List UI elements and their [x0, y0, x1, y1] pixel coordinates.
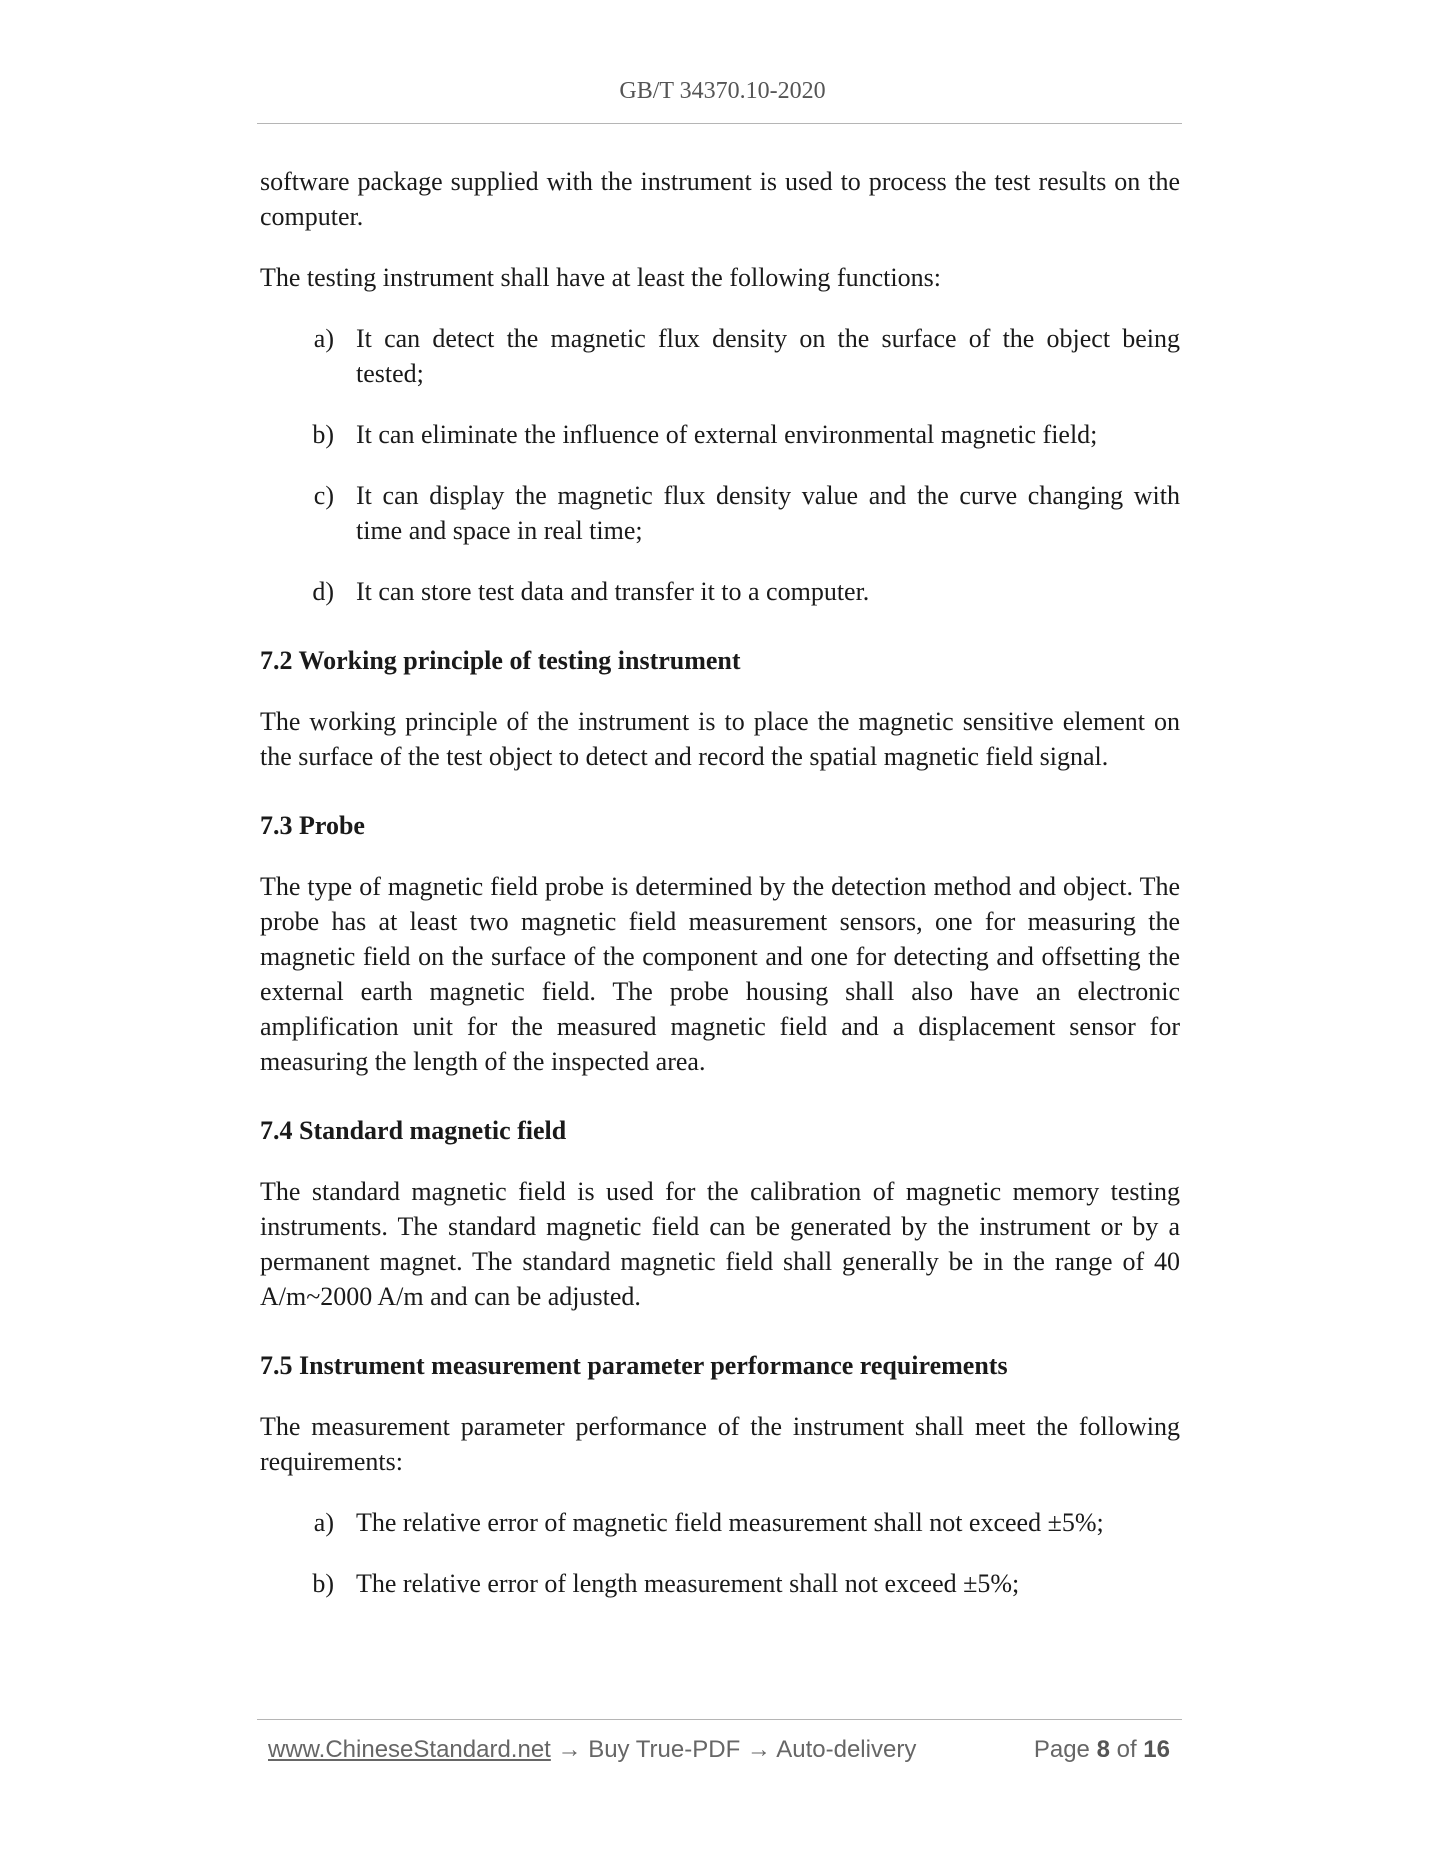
list-item-label: c) [313, 481, 334, 510]
section-heading-7-4: 7.4 Standard magnetic field [260, 1116, 567, 1145]
list-item-label: b) [312, 420, 334, 449]
list-item [260, 321, 1180, 391]
footer-divider [257, 1719, 1182, 1720]
section-heading-7-5: 7.5 Instrument measurement parameter performance requirements [260, 1351, 1008, 1380]
list-item [260, 1505, 1180, 1540]
list-item-label: a) [313, 1508, 334, 1537]
site-link[interactable]: www.ChineseStandard.net [268, 1736, 551, 1763]
arrow-right-icon: → [746, 1736, 771, 1763]
list-item-text: The relative error of magnetic field measurement shall not exceed ±5%; [356, 1508, 1104, 1537]
arrow-right-icon: → [557, 1736, 582, 1763]
paragraph-7-2: The working principle of the instrument is to place the magnetic sensitive element on the surface of the test object to detect and record the spatial magnetic field signal. [260, 707, 1180, 771]
paragraph-7-5: The measurement parameter performance of the instrument shall meet the following requirements: [260, 1412, 1180, 1476]
list-item [260, 478, 1180, 548]
page-label: Page [1033, 1736, 1090, 1763]
section-heading-7-2: 7.2 Working principle of testing instrument [260, 646, 741, 675]
list-item-text: It can store test data and transfer it to a computer. [356, 577, 870, 606]
auto-delivery-text: Auto-delivery [776, 1736, 917, 1763]
paragraph-7-4: The standard magnetic field is used for the calibration of magnetic memory testing instruments. The standard magnetic field can be generated by the instrument or by a permanent magnet. The standard magnetic field shall generally be in the range of 40 A/m~2000 A/m and can be adjusted. [260, 1177, 1180, 1311]
list-item [260, 574, 1180, 609]
page-of-label: of [1116, 1736, 1137, 1763]
list-item-label: b) [312, 1569, 334, 1598]
list-item-text: The relative error of length measurement shall not exceed ±5%; [356, 1569, 1020, 1598]
page-current: 8 [1096, 1736, 1110, 1763]
list-item [260, 417, 1180, 452]
page-total: 16 [1143, 1736, 1170, 1763]
page-indicator [1034, 1736, 1170, 1764]
paragraph-7-3: The type of magnetic field probe is determined by the detection method and object. The probe has at least two magnetic field measurement sensors, one for measuring the magnetic field on the surface of the component and one for detecting and offsetting the external earth magnetic field. The probe housing shall also have an electronic amplification unit for the measured magnetic field and a displacement sensor for measuring the length of the inspected area. [260, 872, 1180, 1076]
page-header-doc-number: GB/T 34370.10-2020 [619, 78, 826, 104]
section-heading-7-3: 7.3 Probe [260, 811, 365, 840]
list-item-text: It can detect the magnetic flux density on the surface of the object being tested; [356, 324, 1180, 388]
list-item-text: It can eliminate the influence of external environmental magnetic field; [356, 420, 1098, 449]
header-divider [257, 123, 1182, 124]
document-body [260, 164, 1180, 1601]
footer-links [268, 1736, 916, 1764]
paragraph-intro: software package supplied with the instrument is used to process the test results on the computer. [260, 167, 1180, 231]
buy-pdf-link[interactable]: Buy True-PDF [588, 1736, 741, 1763]
list-item [260, 1566, 1180, 1601]
list-item-label: a) [313, 324, 334, 353]
list-item-label: d) [312, 577, 334, 606]
paragraph-functions-intro: The testing instrument shall have at least the following functions: [260, 263, 941, 292]
list-item-text: It can display the magnetic flux density value and the curve changing with time and space in real time; [356, 481, 1180, 545]
